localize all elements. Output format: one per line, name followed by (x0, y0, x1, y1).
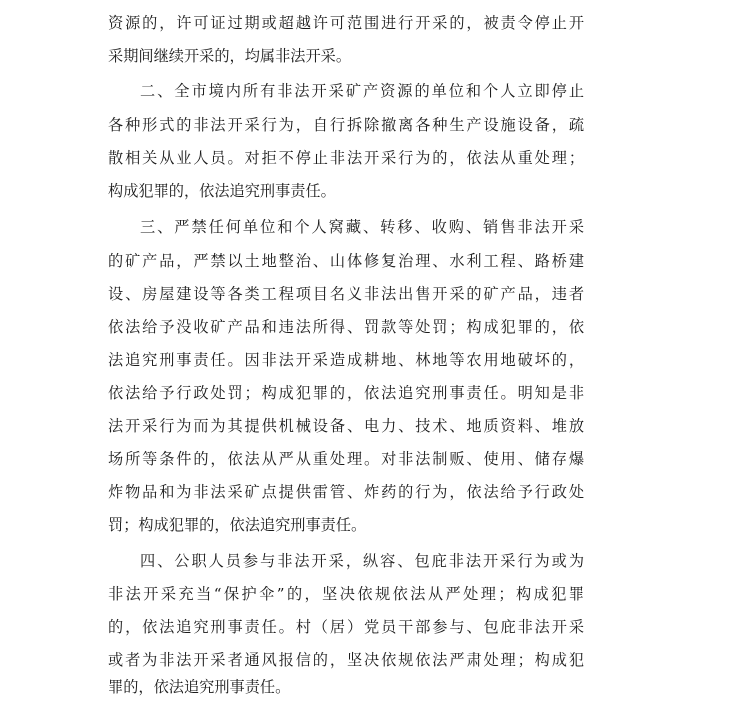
paragraph-3-line-3: 设、房屋建设等各类工程项目名义非法出售开采的矿产品，违者 (108, 285, 584, 303)
paragraph-2-line-2: 各种形式的非法开采行为，自行拆除撤离各种生产设施设备，疏 (108, 116, 584, 134)
paragraph-4-line-4: 或者为非法开采者通风报信的，坚决依规依法严肃处理；构成犯 (108, 651, 584, 669)
paragraph-1-line-2: 采期间继续开采的，均属非法开采。 (108, 47, 351, 65)
paragraph-3-line-8: 场所等条件的，依法从严从重处理。对非法制贩、使用、储存爆 (108, 450, 584, 468)
paragraph-3-line-10: 罚；构成犯罪的，依法追究刑事责任。 (108, 516, 367, 534)
paragraph-4-line-1: 四、公职人员参与非法开采，纵容、包庇非法开采行为或为 (140, 552, 584, 570)
paragraph-1-line-1: 资源的，许可证过期或超越许可范围进行开采的，被责令停止开 (108, 14, 584, 32)
paragraph-3-line-2: 的矿产品，严禁以土地整治、山体修复治理、水利工程、路桥建 (108, 252, 584, 270)
paragraph-3-line-4: 依法给予没收矿产品和违法所得、罚款等处罚；构成犯罪的，依 (108, 318, 584, 336)
paragraph-3-line-6: 依法给予行政处罚；构成犯罪的，依法追究刑事责任。明知是非 (108, 384, 584, 402)
paragraph-4-line-2: 非法开采充当“保护伞”的，坚决依规依法从严处理；构成犯罪 (108, 585, 584, 603)
paragraph-3-line-9: 炸物品和为非法采矿点提供雷管、炸药的行为，依法给予行政处 (108, 483, 584, 501)
paragraph-2-line-4: 构成犯罪的，依法追究刑事责任。 (108, 182, 336, 200)
paragraph-2-line-1: 二、全市境内所有非法开采矿产资源的单位和个人立即停止 (140, 82, 584, 100)
paragraph-2-line-3: 散相关从业人员。对拒不停止非法开采行为的，依法从重处理； (108, 149, 584, 167)
paragraph-4-line-5: 罪的，依法追究刑事责任。 (108, 678, 291, 696)
paragraph-3-line-7: 法开采行为而为其提供机械设备、电力、技术、地质资料、堆放 (108, 417, 584, 435)
paragraph-3-line-1: 三、严禁任何单位和个人窝藏、转移、收购、销售非法开采 (140, 218, 584, 236)
paragraph-4-line-3: 的，依法追究刑事责任。村（居）党员干部参与、包庇非法开采 (108, 618, 584, 636)
paragraph-3-line-5: 法追究刑事责任。因非法开采造成耕地、林地等农用地破坏的， (108, 351, 584, 369)
